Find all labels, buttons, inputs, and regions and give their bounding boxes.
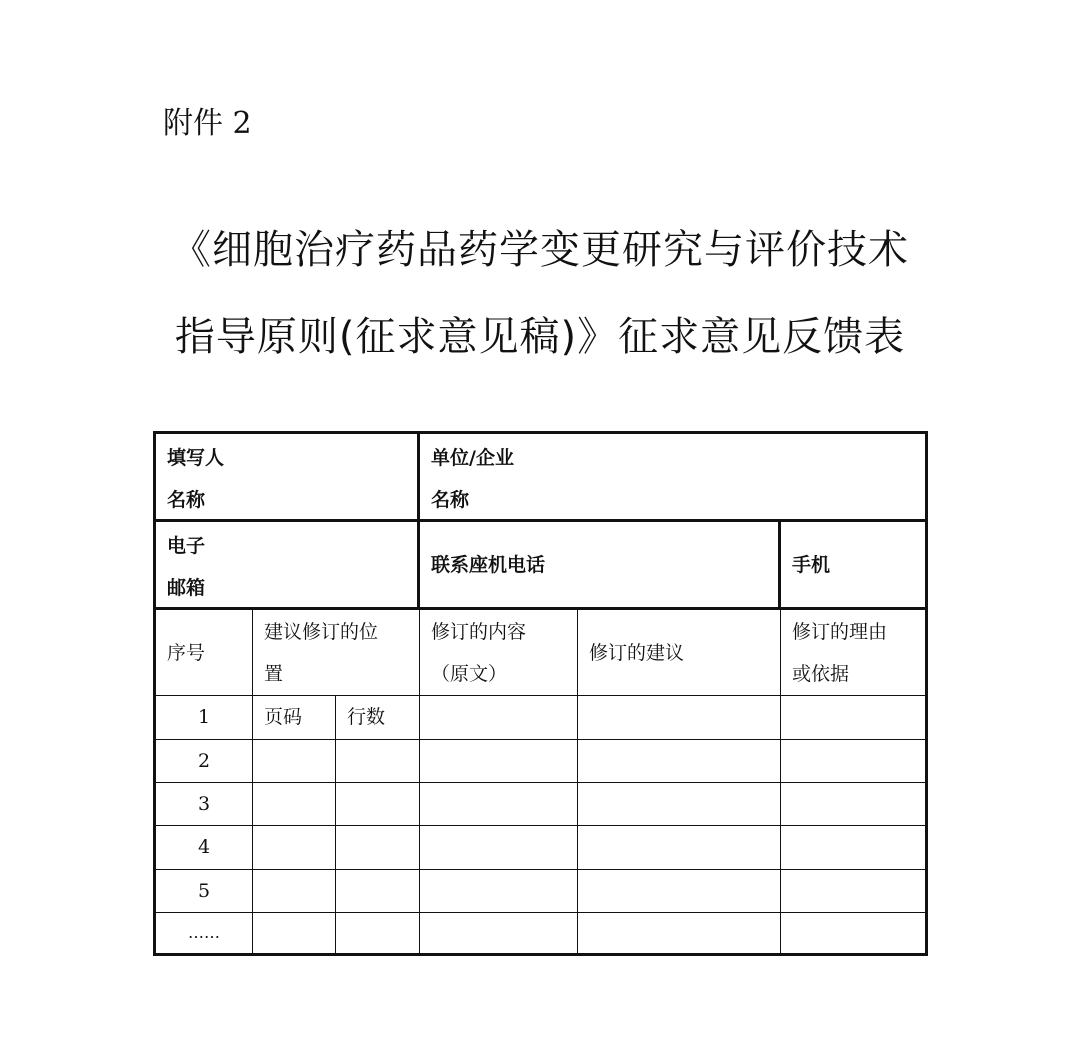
email-label: 电子 邮箱	[156, 522, 420, 610]
table-cell[interactable]	[781, 826, 928, 870]
table-cell[interactable]	[253, 870, 336, 913]
title-line-2: 指导原则(征求意见稿)》征求意见反馈表	[174, 314, 906, 360]
table-cell[interactable]	[253, 826, 336, 870]
line-label: 行数	[336, 696, 420, 740]
feedback-form-table	[153, 431, 928, 956]
table-cell[interactable]	[253, 783, 336, 826]
table-cell[interactable]	[420, 696, 578, 740]
unit-name-label: 单位/企业 名称	[420, 434, 928, 522]
row-number: 5	[156, 870, 253, 913]
row-number: ……	[156, 913, 253, 953]
table-cell[interactable]	[781, 696, 928, 740]
table-cell[interactable]	[420, 913, 578, 953]
table-cell[interactable]	[578, 740, 781, 783]
header-position: 建议修订的位 置	[253, 610, 420, 696]
row-number: 3	[156, 783, 253, 826]
header-seq: 序号	[156, 610, 253, 696]
table-cell[interactable]	[420, 826, 578, 870]
table-cell[interactable]	[578, 913, 781, 953]
header-content: 修订的内容 （原文）	[420, 610, 578, 696]
landline-label: 联系座机电话	[420, 522, 781, 610]
table-cell[interactable]	[336, 740, 420, 783]
table-cell[interactable]	[420, 783, 578, 826]
filler-name-label: 填写人 名称	[156, 434, 420, 522]
table-cell[interactable]	[781, 913, 928, 953]
table-cell[interactable]	[578, 826, 781, 870]
header-suggestion: 修订的建议	[578, 610, 781, 696]
attachment-label: 附件 2	[163, 106, 252, 141]
table-cell[interactable]	[420, 870, 578, 913]
table-cell[interactable]	[578, 696, 781, 740]
page-label: 页码	[253, 696, 336, 740]
table-cell[interactable]	[781, 740, 928, 783]
table-cell[interactable]	[420, 740, 578, 783]
table-cell[interactable]	[578, 870, 781, 913]
table-cell[interactable]	[253, 913, 336, 953]
header-reason: 修订的理由 或依据	[781, 610, 928, 696]
row-number: 4	[156, 826, 253, 870]
table-cell[interactable]	[578, 783, 781, 826]
row-number: 2	[156, 740, 253, 783]
table-cell[interactable]	[253, 740, 336, 783]
table-cell[interactable]	[336, 783, 420, 826]
table-cell[interactable]	[336, 870, 420, 913]
table-cell[interactable]	[336, 826, 420, 870]
row-number: 1	[156, 696, 253, 740]
table-cell[interactable]	[781, 783, 928, 826]
table-cell[interactable]	[781, 870, 928, 913]
table-cell[interactable]	[336, 913, 420, 953]
mobile-label: 手机	[781, 522, 928, 610]
title-line-1: 《细胞治疗药品药学变更研究与评价技术	[171, 227, 909, 273]
